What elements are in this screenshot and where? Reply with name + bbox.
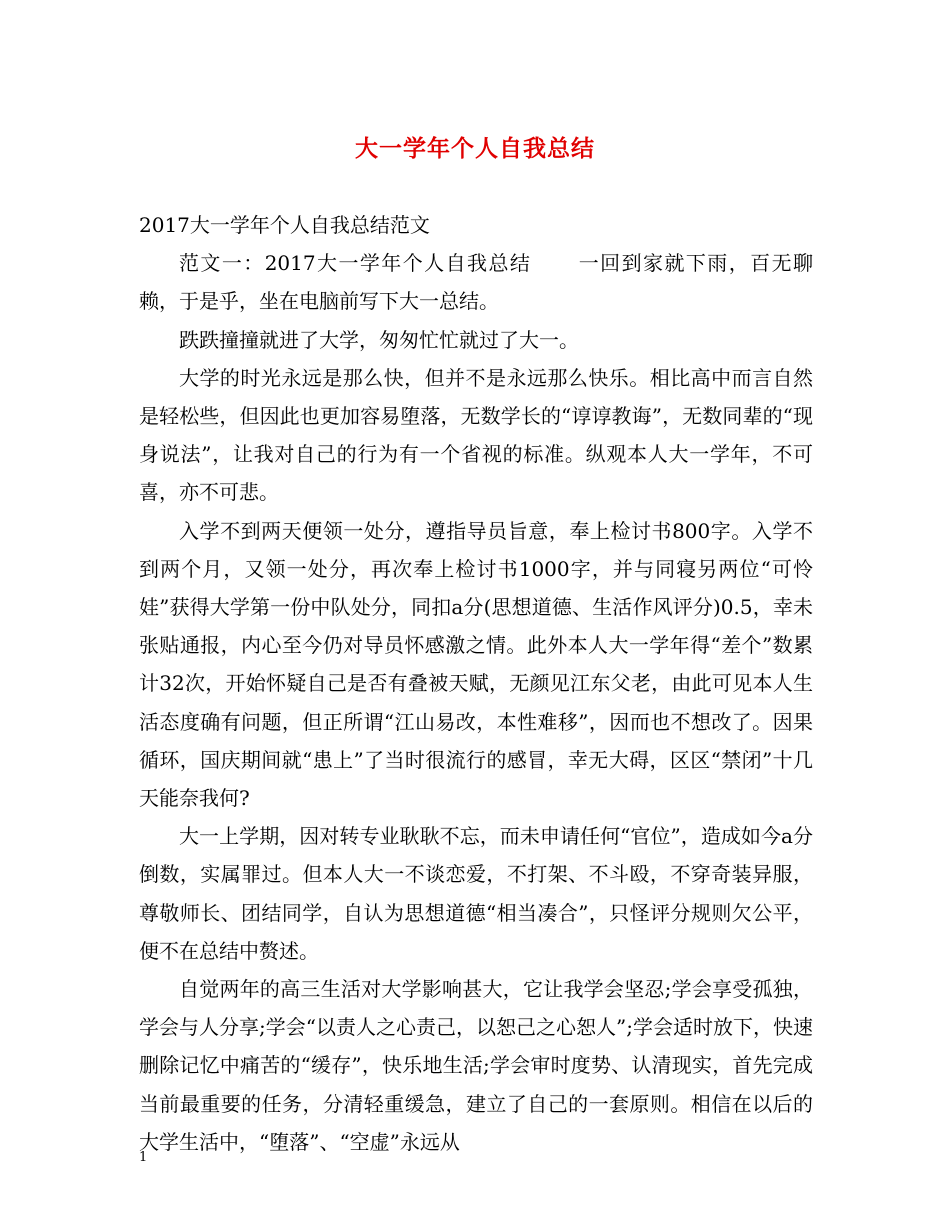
- intro-label: 范文一：2017大一学年个人自我总结: [179, 251, 532, 276]
- paragraph-4: 大一上学期，因对转专业耿耿不忘，而未申请任何“官位”，造成如今a分倒数，实属罪过。但本人大一不谈恋爱，不打架、不斗殴，不穿奇装异服，尊敬师长、团结同学，自认为思想道德“相当凑合”，只怪评分规则欠公平，便不在总结中赘述。: [139, 824, 813, 963]
- paragraph-3: 入学不到两天便领一处分，遵指导员旨意，奉上检讨书800字。入学不到两个月，又领一处分，再次奉上检讨书1000字，并与同寝另两位“可怜娃”获得大学第一份中队处分，同扣a分(思想道德、生活作风评分)0.5，幸未张贴通报，内心至今仍对导员怀感激之情。此外本人大一学年得“差个”数累计32次，开始怀疑自己是否有叠被天赋，无颜见江东父老，由此可见本人生活态度确有问题，但正所谓“江山易改，本性难移”，因而也不想改了。因果循环，国庆期间就“患上”了当时很流行的感冒，幸无大碍，区区“禁闭”十几天能奈我何?: [139, 518, 813, 811]
- intro-text: 一回到家就下雨，百无聊赖，于是乎，坐在电脑前写下大一总结。: [139, 251, 814, 314]
- page-number: 1: [139, 1150, 148, 1165]
- paragraph-1: 跌跌撞撞就进了大学，匆匆忙忙就过了大一。: [179, 327, 579, 352]
- paragraph-2: 大学的时光永远是那么快，但并不是永远那么快乐。相比高中而言自然是轻松些，但因此也更加容易堕落，无数学长的“谆谆教诲”，无数同辈的“现身说法”，让我对自己的行为有一个省视的标准。纵观本人大一学年，不可喜，亦不可悲。: [139, 365, 813, 505]
- intro-paragraph: [139, 244, 813, 320]
- paragraph-5: 自觉两年的高三生活对大学影响甚大，它让我学会坚忍;学会享受孤独，学会与人分享;学会“以责人之心责己，以恕己之心恕人”;学会适时放下，快速删除记忆中痛苦的“缓存”，快乐地生活;学会审时度势、认清现实，首先完成当前最重要的任务，分清轻重缓急，建立了自己的一套原则。相信在以后的大学生活中，“堕落”、“空虚”永远从: [139, 977, 813, 1154]
- document-title: 大一学年个人自我总结: [355, 136, 595, 162]
- document-body: [139, 206, 813, 1161]
- document-subtitle: 2017大一学年个人自我总结范文: [139, 213, 430, 237]
